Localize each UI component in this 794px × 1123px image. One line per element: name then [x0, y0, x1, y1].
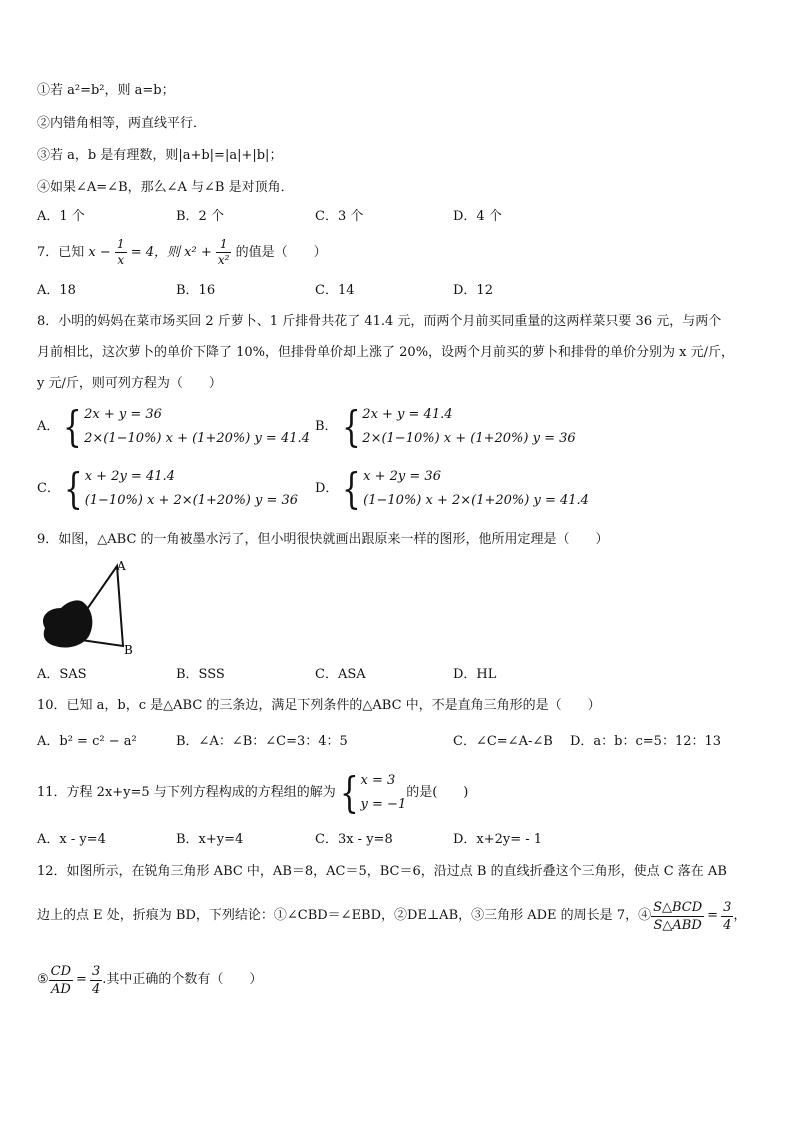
q12-line-2 [37, 896, 746, 937]
q7-cond-num: 1 [116, 237, 125, 251]
q6-option-b: B．2 个 [176, 209, 224, 224]
brace-icon: { [63, 464, 83, 513]
q8-option-a-label: A． [37, 419, 60, 434]
q12-ratio4-num: S△BCD [653, 899, 703, 915]
vertex-a-label: A [117, 559, 126, 573]
q8-option-d-label: D． [315, 481, 339, 496]
brace-icon: { [339, 768, 359, 817]
q6-option-c: C．3 个 [315, 209, 364, 224]
q8-d-eq2: (1−10%) x + 2×(1+20%) y = 41.4 [363, 493, 589, 508]
statement-4: ④如果∠A=∠B，那么∠A 与∠B 是对顶角． [37, 180, 294, 195]
q11-prefix: 11．方程 2x+y=5 与下列方程构成的方程组的解为 [37, 785, 336, 800]
q8-line-2: 月前相比，这次萝卜的单价下降了 10%，但排骨单价却上涨了 20%，设两个月前买的萝卜和排骨的单价分别为 x 元/斤， [37, 345, 735, 360]
question-7 [37, 236, 327, 270]
q7-option-d: D．12 [453, 283, 493, 298]
q7-option-b: B．16 [176, 283, 216, 298]
q11-eq2: y = −1 [360, 797, 407, 812]
q8-option-b [315, 403, 576, 451]
q9-option-c: C．ASA [315, 667, 366, 682]
q11-option-c: C．3x - y=8 [315, 832, 393, 847]
q12-line-2-text: 边上的点 E 处，折痕为 BD，下列结论：①∠CBD＝∠EBD，②DE⊥AB，③三角形 ADE 的周长是 7，④ [37, 908, 652, 923]
q8-c-eq1: x + 2y = 41.4 [84, 469, 175, 484]
q10-option-b: B．∠A：∠B：∠C=3：4：5 [176, 734, 348, 749]
q12-ratio4-den: S△ABD [653, 917, 702, 933]
q12-ratio5-value [90, 963, 102, 998]
q7-cond-lhs: x − [88, 245, 111, 260]
q9-option-b: B．SSS [176, 667, 225, 682]
question-10: 10．已知 a，b，c 是△ABC 的三条边，满足下列条件的△ABC 中，不是直角三角形的是（ ） [37, 698, 601, 713]
q7-expr-lhs: x² + [184, 245, 212, 260]
q12-ratio4-val-num: 3 [723, 899, 732, 915]
ink-stained-triangle-figure [37, 558, 147, 658]
q11-suffix: 的是( ) [406, 785, 469, 800]
q7-expr-fraction [216, 237, 232, 268]
q12-ratio5-num: CD [50, 963, 72, 979]
q8-option-b-label: B． [315, 419, 338, 434]
q12-line-2-end: ， [733, 908, 747, 923]
q12-ratio5-eq: = [76, 972, 87, 987]
statement-3: ③若 a，b 是有理数，则|a+b|=|a|+|b|； [37, 148, 283, 163]
question-9: 9．如图，△ABC 的一角被墨水污了，但小明很快就画出跟原来一样的图形，他所用定理是（ ） [37, 532, 609, 547]
statement-2: ②内错角相等，两直线平行． [37, 116, 207, 131]
q6-option-d: D．4 个 [453, 209, 502, 224]
brace-icon: { [63, 402, 83, 451]
q12-ratio5-val-den: 4 [91, 981, 101, 997]
q12-line-1: 12．如图所示，在锐角三角形 ABC 中，AB＝8，AC＝5，BC＝6，沿过点 B 的直线折叠这个三角形，使点 C 落在 AB [37, 864, 727, 879]
q12-ratio4-eq: = [707, 908, 719, 923]
q10-option-c: C．∠C=∠A-∠B [453, 734, 553, 749]
q7-option-a: A．18 [37, 283, 76, 298]
q9-option-d: D．HL [453, 667, 497, 682]
q8-d-eq1: x + 2y = 36 [363, 469, 441, 484]
q8-line-1: 8．小明的妈妈在菜市场买回 2 斤萝卜、1 斤排骨共花了 41.4 元，而两个月前买同重量的这两样菜只要 36 元，与两个 [37, 314, 722, 329]
q12-ratio4-value [721, 899, 733, 934]
q8-line-3: y 元/斤，则可列方程为（ ） [37, 376, 222, 391]
q8-a-eq2: 2×(1−10%) x + (1+20%) y = 41.4 [84, 431, 310, 446]
q8-a-eq1: 2x + y = 36 [84, 407, 162, 422]
q12-line-3-prefix: ⑤ [37, 972, 49, 987]
q8-option-d [315, 465, 589, 513]
vertex-b-label: B [124, 643, 133, 657]
q7-suffix: 的值是（ ） [235, 245, 327, 260]
q8-option-c-label: C． [37, 481, 60, 496]
q12-ratio5-den: AD [50, 981, 71, 997]
q8-b-eq1: 2x + y = 41.4 [362, 407, 453, 422]
q10-option-a: A．b² = c² − a² [37, 734, 137, 749]
q7-cond-fraction [115, 237, 127, 268]
q11-option-b: B．x+y=4 [176, 832, 244, 847]
q8-option-c [37, 465, 298, 513]
q7-expr-num: 1 [216, 237, 232, 253]
q12-line-3 [37, 960, 262, 1001]
q11-option-a: A．x - y=4 [37, 832, 106, 847]
q6-option-a: A．1 个 [37, 209, 85, 224]
q12-ratio4-fraction [651, 899, 704, 934]
q7-cond-rhs: = 4，则 [130, 245, 180, 260]
brace-icon: { [342, 464, 362, 513]
q12-ratio4-val-den: 4 [723, 917, 732, 933]
q8-c-eq2: (1−10%) x + 2×(1+20%) y = 36 [84, 493, 299, 508]
q7-prefix: 7．已知 [37, 245, 85, 260]
brace-icon: { [341, 402, 361, 451]
q11-eq1: x = 3 [360, 773, 396, 788]
ink-blot [43, 600, 92, 647]
q8-option-a [37, 403, 310, 451]
q9-option-a: A．SAS [37, 667, 87, 682]
q8-b-eq2: 2×(1−10%) x + (1+20%) y = 36 [362, 431, 576, 446]
q12-line-3-suffix: .其中正确的个数有（ ） [102, 972, 263, 987]
question-11 [37, 768, 468, 819]
q7-expr-den: x² [217, 253, 230, 267]
q12-ratio5-fraction [49, 963, 73, 998]
q11-option-d: D．x+2y= - 1 [453, 832, 543, 847]
q12-ratio5-val-num: 3 [91, 963, 101, 979]
q7-option-c: C．14 [315, 283, 355, 298]
q7-cond-den: x [117, 253, 125, 267]
q10-option-d: D．a：b：c=5：12：13 [570, 734, 722, 749]
statement-1: ①若 a²=b²，则 a=b； [37, 83, 175, 98]
